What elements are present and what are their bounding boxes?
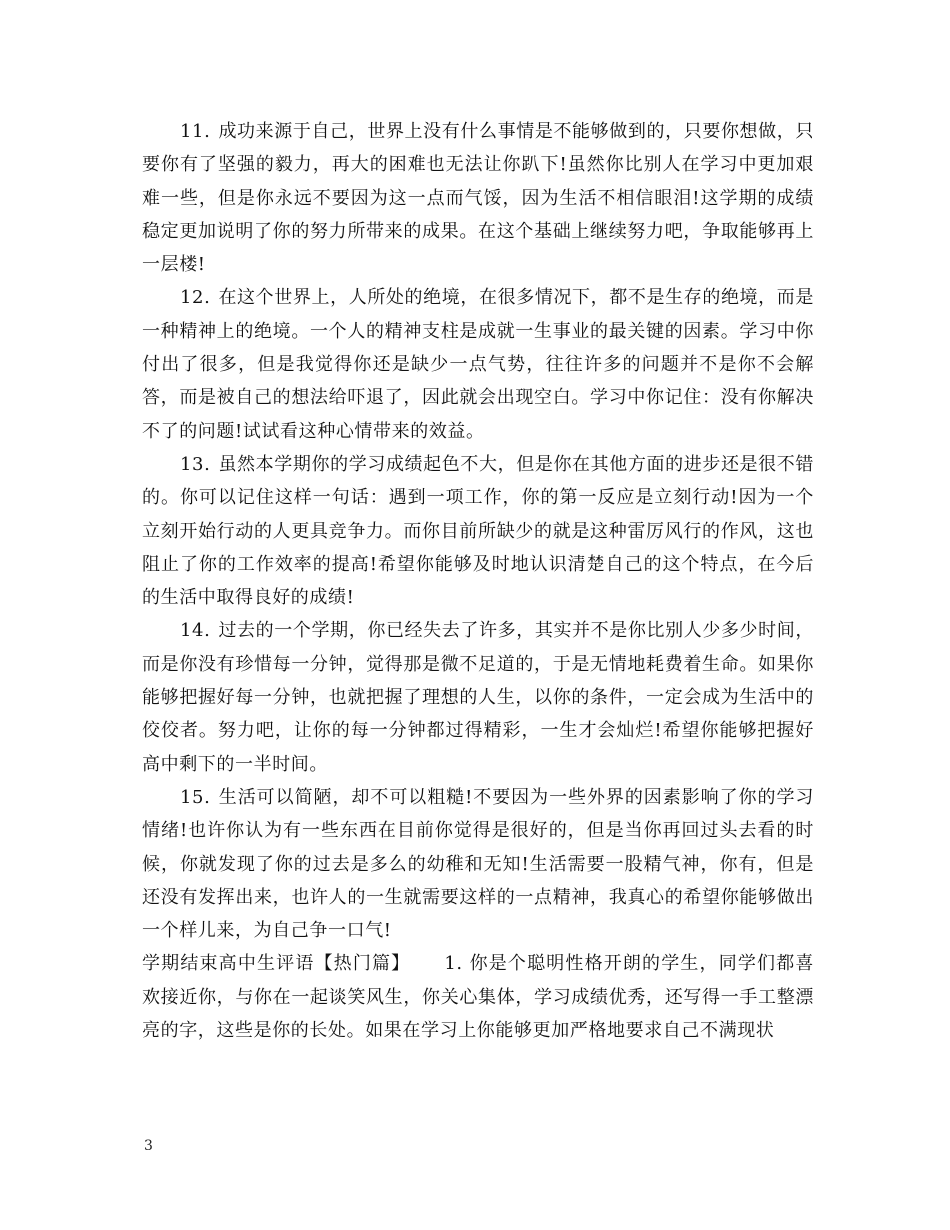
paragraph-11 — [142, 115, 814, 281]
section-item-text: 你是个聪明性格开朗的学生，同学们都喜欢接近你，与你在一起谈笑风生，你关心集体，学习成绩优秀，还写得一手工整漂亮的字，这些是你的长处。如果在学习上你能够更加严格地要求自己不满现状 — [142, 953, 814, 1042]
paragraph-15 — [142, 781, 814, 947]
paragraph-text: 生活可以简陋，却不可以粗糙!不要因为一些外界的因素影响了你的学习情绪!也许你认为有一些东西在目前你觉得是很好的，但是当你再回过头去看的时候，你就发现了你的过去是多么的幼稚和无知!生活需要一股精气神，你有，但是还没有发挥出来，也许人的一生就需要这样的一点精神，我真心的希望你能够做出一个样儿来，为自己争一口气! — [142, 786, 814, 942]
paragraph-number: 11. — [180, 121, 211, 142]
page-number: 3 — [144, 1138, 153, 1154]
document-body — [142, 115, 814, 1047]
paragraph-14 — [142, 614, 814, 780]
paragraph-number: 12. — [180, 287, 211, 309]
paragraph-text: 虽然本学期你的学习成绩起色不大，但是你在其他方面的进步还是很不错的。你可以记住这样一句话：遇到一项工作，你的第一反应是立刻行动!因为一个立刻开始行动的人更具竞争力。而你目前所缺少的就是这种雷厉风行的作风，这也阻止了你的工作效率的提高!希望你能够及时地认识清楚自己的这个特点，在今后的生活中取得良好的成绩! — [142, 453, 814, 609]
paragraph-12 — [142, 281, 814, 447]
paragraph-text: 过去的一个学期，你已经失去了许多，其实并不是你比别人少多少时间，而是你没有珍惜每一分钟，觉得那是微不足道的，于是无情地耗费着生命。如果你能够把握好每一分钟，也就把握了理想的人生，以你的条件，一定会成为生活中的佼佼者。努力吧，让你的每一分钟都过得精彩，一生才会灿烂!希望你能够把握好高中剩下的一半时间。 — [142, 620, 814, 775]
section-heading: 学期结束高中生评语【热门篇】 — [142, 953, 411, 975]
paragraph-13 — [142, 448, 814, 614]
paragraph-number: 15. — [180, 786, 211, 808]
paragraph-text: 在这个世界上，人所处的绝境，在很多情况下，都不是生存的绝境，而是一种精神上的绝境。一个人的精神支柱是成就一生事业的最关键的因素。学习中你付出了很多，但是我觉得你还是缺少一点气势，往往许多的问题并不是你不会解答，而是被自己的想法给吓退了，因此就会出现空白。学习中你记住：没有你解决不了的问题!试试看这种心情带来的效益。 — [142, 287, 814, 442]
section-item-number: 1. — [444, 953, 463, 975]
paragraph-number: 13. — [180, 453, 211, 475]
paragraph-text: 成功来源于自己，世界上没有什么事情是不能够做到的，只要你想做，只要你有了坚强的毅力，再大的困难也无法让你趴下!虽然你比别人在学习中更加艰难一些，但是你永远不要因为这一点而气馁，因为生活不相信眼泪!这学期的成绩稳定更加说明了你的努力所带来的成果。在这个基础上继续努力吧，争取能够再上一层楼! — [142, 121, 814, 276]
paragraph-number: 14. — [180, 620, 211, 642]
section-paragraph — [142, 947, 814, 1047]
